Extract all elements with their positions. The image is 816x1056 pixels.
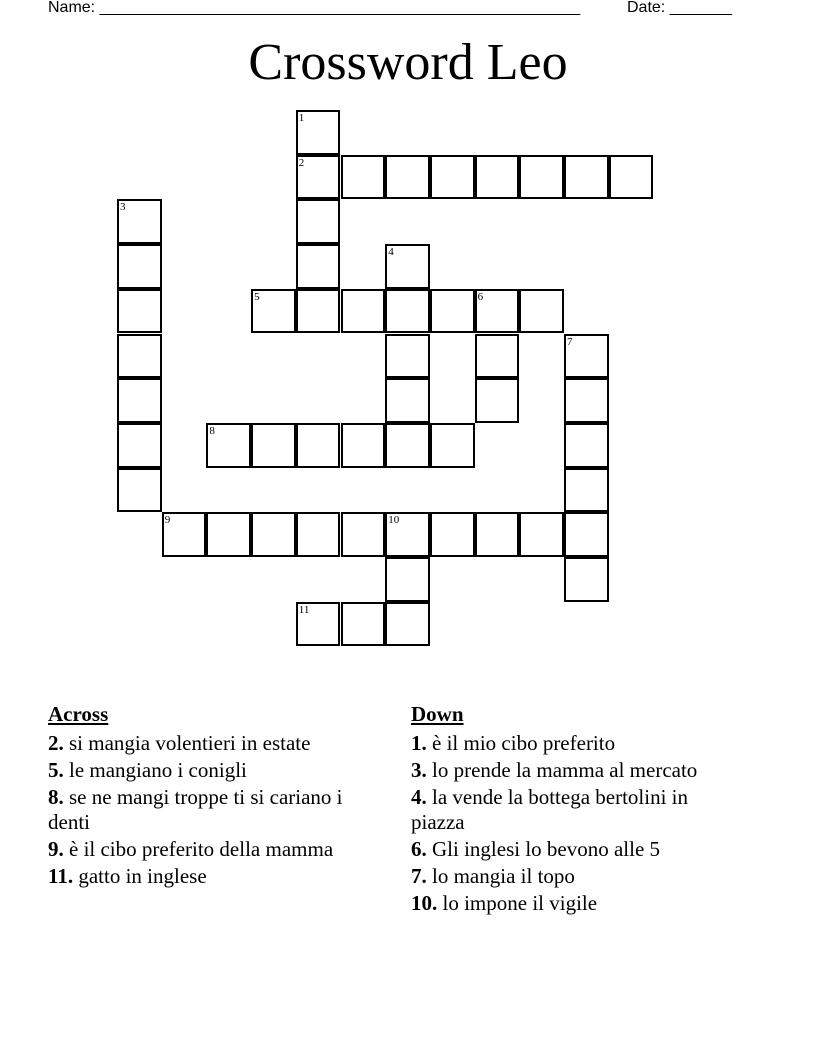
cell-number: 4	[388, 246, 394, 259]
clue-text: se ne mangi troppe ti si cariano i denti	[48, 785, 343, 834]
clue-number: 3.	[411, 758, 427, 782]
name-line: ______________________________________________________	[99, 0, 581, 16]
grid-cell[interactable]	[475, 334, 520, 379]
across-heading: Across	[48, 702, 109, 726]
grid-cell[interactable]	[475, 155, 520, 200]
clue-text: gatto in inglese	[73, 864, 207, 888]
clue-text: le mangiano i conigli	[63, 758, 247, 782]
grid-cell[interactable]	[519, 289, 564, 334]
clue-number: 9.	[48, 837, 64, 861]
grid-cell[interactable]	[385, 423, 430, 468]
grid-cell[interactable]	[251, 289, 296, 334]
grid-cell[interactable]	[296, 110, 341, 155]
grid-cell[interactable]	[206, 512, 251, 557]
grid-cell[interactable]	[117, 378, 162, 423]
date-label: Date:	[627, 0, 666, 16]
clue-text: è il mio cibo preferito	[426, 731, 616, 755]
grid-cell[interactable]	[564, 557, 609, 602]
grid-cell[interactable]	[430, 155, 475, 200]
clue-text: si mangia volentieri in estate	[63, 731, 311, 755]
clue-text: lo mangia il topo	[426, 864, 575, 888]
grid-cell[interactable]	[296, 199, 341, 244]
grid-cell[interactable]	[564, 423, 609, 468]
grid-cell[interactable]	[296, 423, 341, 468]
grid-cell[interactable]	[341, 423, 386, 468]
grid-cell[interactable]	[430, 289, 475, 334]
grid-cell[interactable]	[385, 557, 430, 602]
down-clues	[411, 702, 731, 918]
grid-cell[interactable]	[296, 512, 341, 557]
cell-number: 9	[164, 514, 171, 527]
down-clue	[411, 758, 731, 783]
grid-cell[interactable]	[564, 512, 609, 557]
grid-cell[interactable]	[564, 378, 609, 423]
grid-cell[interactable]	[341, 289, 386, 334]
grid-cell[interactable]	[251, 512, 296, 557]
grid-cell[interactable]	[519, 512, 564, 557]
grid-cell[interactable]	[296, 602, 341, 647]
down-clue	[411, 891, 731, 916]
grid-cell[interactable]	[296, 155, 341, 200]
grid-cell[interactable]	[609, 155, 654, 200]
cell-number: 5	[254, 290, 260, 303]
across-clue	[48, 731, 368, 756]
name-label: Name:	[48, 0, 96, 16]
down-clue	[411, 864, 731, 889]
clue-number: 10.	[411, 891, 438, 915]
grid-cell[interactable]	[117, 289, 162, 334]
page-title: Crossword Leo	[248, 34, 568, 91]
clue-text: la vende la bottega bertolini in piazza	[411, 785, 688, 834]
cell-number: 8	[209, 424, 215, 437]
across-clues	[48, 702, 368, 891]
grid-cell[interactable]	[385, 334, 430, 379]
grid-cell[interactable]	[117, 423, 162, 468]
grid-cell[interactable]	[564, 468, 609, 513]
clue-number: 7.	[411, 864, 427, 888]
down-heading: Down	[411, 702, 464, 726]
grid-cell[interactable]	[385, 289, 430, 334]
grid-cell[interactable]	[385, 155, 430, 200]
grid-cell[interactable]	[519, 155, 564, 200]
across-clue	[48, 758, 368, 783]
grid-cell[interactable]	[475, 512, 520, 557]
clue-number: 1.	[411, 731, 427, 755]
grid-cell[interactable]	[341, 512, 386, 557]
grid-cell[interactable]	[341, 602, 386, 647]
down-clue	[411, 731, 731, 756]
grid-cell[interactable]	[564, 334, 609, 379]
grid-cell[interactable]	[117, 334, 162, 379]
grid-cell[interactable]	[475, 378, 520, 423]
grid-cell[interactable]	[162, 512, 207, 557]
grid-cell[interactable]	[385, 378, 430, 423]
clue-number: 4.	[411, 785, 427, 809]
clue-number: 5.	[48, 758, 64, 782]
date-line: _______	[669, 0, 732, 16]
down-clue	[411, 785, 731, 835]
grid-cell[interactable]	[385, 244, 430, 289]
cell-number: 1	[298, 112, 305, 124]
clue-number: 2.	[48, 731, 64, 755]
grid-cell[interactable]	[251, 423, 296, 468]
clue-number: 11.	[48, 864, 74, 888]
clue-number: 6.	[411, 837, 427, 861]
grid-cell[interactable]	[296, 244, 341, 289]
grid-cell[interactable]	[475, 289, 520, 334]
grid-cell[interactable]	[296, 289, 341, 334]
cell-number: 10	[388, 514, 400, 527]
clue-text: è il cibo preferito della mamma	[63, 837, 334, 861]
grid-cell[interactable]	[206, 423, 251, 468]
cell-number: 11	[298, 603, 310, 616]
grid-cell[interactable]	[341, 155, 386, 200]
grid-cell[interactable]	[385, 602, 430, 647]
grid-cell[interactable]	[385, 512, 430, 557]
clue-text: lo prende la mamma al mercato	[426, 758, 698, 782]
grid-cell[interactable]	[117, 199, 162, 244]
grid-cell[interactable]	[117, 244, 162, 289]
clue-text: lo impone il vigile	[437, 891, 598, 915]
cell-number: 3	[120, 201, 126, 214]
down-clue	[411, 837, 731, 862]
across-clue	[48, 837, 368, 862]
cell-number: 2	[298, 156, 305, 169]
grid-cell[interactable]	[430, 423, 475, 468]
clue-number: 8.	[48, 785, 64, 809]
grid-cell[interactable]	[430, 512, 475, 557]
cell-number: 7	[567, 335, 573, 348]
cell-number: 6	[477, 290, 484, 303]
grid-cell[interactable]	[117, 468, 162, 513]
across-clue	[48, 864, 368, 889]
across-clue	[48, 785, 368, 835]
grid-cell[interactable]	[564, 155, 609, 200]
clue-text: Gli inglesi lo bevono alle 5	[426, 837, 661, 861]
